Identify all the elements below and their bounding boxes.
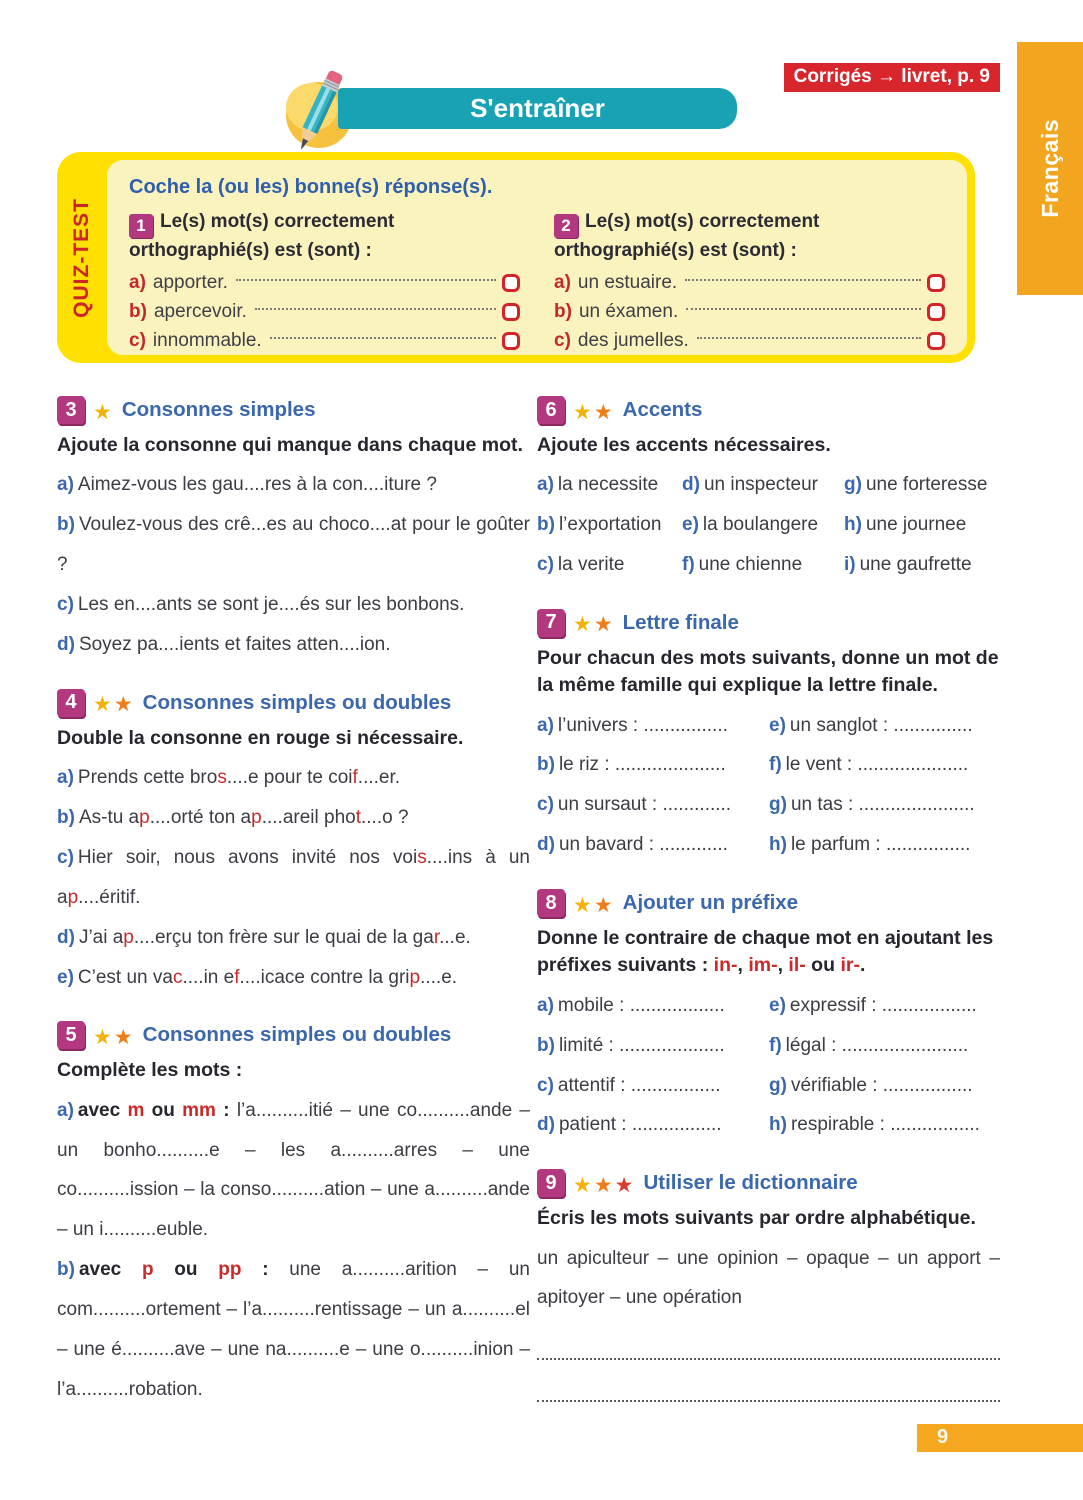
item-letter: f) <box>769 1034 782 1056</box>
exercise-item <box>844 545 1000 585</box>
exercise-item <box>682 545 844 585</box>
item-text: Hier soir, nous avons invité nos vois....ins à un ap....éritif. <box>57 846 530 908</box>
item-letter: d) <box>57 926 75 948</box>
item-text: la boulangere <box>702 514 819 536</box>
item-text: un inspecteur <box>703 474 819 496</box>
exercise-item <box>682 465 844 505</box>
exercise-3 <box>57 396 530 665</box>
exercise-item <box>537 785 769 825</box>
item-letter: b) <box>57 1259 75 1281</box>
item-text: le riz : ..................... <box>558 754 726 776</box>
exercise-number-badge: 4 <box>57 689 85 717</box>
difficulty-stars: ★★ <box>93 1025 135 1049</box>
page-number: 9 <box>937 1426 949 1448</box>
item-letter: b) <box>57 806 75 828</box>
answer-letter: c) <box>554 329 571 351</box>
answer-checkbox[interactable] <box>502 274 520 292</box>
exercise-item <box>769 986 1000 1026</box>
exercise-item <box>57 585 530 625</box>
answer-text: innommable. <box>152 329 262 351</box>
section-banner <box>338 88 737 129</box>
item-text: patient : ................. <box>558 1114 722 1136</box>
exercise-number-badge: 9 <box>537 1169 565 1197</box>
dotted-leader <box>270 337 496 339</box>
dotted-leader <box>255 308 496 310</box>
answer-checkbox[interactable] <box>502 303 520 321</box>
item-text: attentif : ................. <box>557 1074 721 1096</box>
item-letter: g) <box>769 794 787 816</box>
item-letter: b) <box>537 754 555 776</box>
quiz-answer-row <box>129 297 520 326</box>
page-number-bar <box>917 1424 1083 1452</box>
item-letter: b) <box>537 514 555 536</box>
exercise-instruction: Double la consonne en rouge si nécessaire. <box>57 726 464 749</box>
exercise-item <box>769 1105 1000 1145</box>
exercise-item <box>537 825 769 865</box>
item-letter: h) <box>769 834 787 856</box>
exercise-number-badge: 8 <box>537 889 565 917</box>
item-letter: b) <box>537 1034 555 1056</box>
exercise-item <box>769 1026 1000 1066</box>
quiz-prompt: 1 Le(s) mot(s) correctement orthographié(s) est (sont) : <box>129 211 395 262</box>
item-letter: d) <box>682 474 700 496</box>
exercise-item <box>57 1091 530 1251</box>
item-text: Prends cette bros....e pour te coif....er. <box>77 767 401 789</box>
answer-letter: b) <box>129 300 147 322</box>
exercise-item <box>769 825 1000 865</box>
item-letter: f) <box>769 754 782 776</box>
item-text: As-tu ap....orté ton ap....areil phot....o ? <box>78 806 409 828</box>
exercise-4 <box>57 689 530 998</box>
answer-writing-line[interactable] <box>537 1330 1000 1360</box>
item-text: une chienne <box>698 554 803 576</box>
exercise-instruction: Écris les mots suivants par ordre alphabétique. <box>537 1207 976 1230</box>
item-letter: a) <box>537 714 554 736</box>
item-letter: c) <box>57 846 74 868</box>
exercise-item <box>537 545 682 585</box>
answer-checkbox[interactable] <box>502 332 520 350</box>
item-text: légal : ........................ <box>785 1034 969 1056</box>
quiz-answer-row <box>554 297 945 326</box>
item-text: C’est un vac....in ef....icace contre la grip....e. <box>77 966 458 988</box>
item-text: une journee <box>865 514 967 536</box>
answer-letter: b) <box>554 300 572 322</box>
exercise-8 <box>537 889 1000 1145</box>
answer-text: apercevoir. <box>153 300 247 322</box>
quiz-question-2 <box>554 209 945 355</box>
exercise-item <box>57 758 530 798</box>
item-text: Les en....ants se sont je....és sur les bonbons. <box>77 593 465 615</box>
item-text: avec m ou mm : l’a..........itié – une co..........ande – un bonho..........e – les a..........arres – une co..........ission – la conso..........ation – une a..........ande – un i..........euble. <box>57 1099 530 1241</box>
dotted-leader <box>686 308 921 310</box>
exercise-item <box>57 625 530 665</box>
word-list: un apiculteur – une opinion – opaque – un apport – apitoyer – une opération <box>537 1247 1000 1309</box>
difficulty-stars: ★★ <box>573 400 615 424</box>
exercise-item <box>57 505 530 585</box>
difficulty-stars: ★ <box>93 400 114 424</box>
answer-text: un éxamen. <box>578 300 679 322</box>
quiz-test-box <box>57 152 975 363</box>
exercise-item <box>844 505 1000 545</box>
exercise-item <box>537 986 769 1026</box>
exercise-item <box>57 958 530 998</box>
item-text: avec p ou pp : une a..........arition – un com..........ortement – l’a..........rentissage – un a..........el – une é..........ave – une na..........e – une o..........inion – l’a..........robation. <box>57 1259 530 1400</box>
item-text: Soyez pa....ients et faites atten....ion. <box>78 633 391 655</box>
exercise-instruction: Complète les mots : <box>57 1059 243 1082</box>
answer-letter: a) <box>129 271 146 293</box>
quiz-answer-row <box>554 326 945 355</box>
answer-letter: c) <box>129 329 146 351</box>
exercise-item <box>844 465 1000 505</box>
exercise-7 <box>537 609 1000 865</box>
item-text: un sanglot : ............... <box>789 714 973 736</box>
item-letter: f) <box>682 554 695 576</box>
exercise-5 <box>57 1021 530 1409</box>
exercise-6 <box>537 396 1000 585</box>
answer-text: apporter. <box>152 271 228 293</box>
exercise-item <box>57 838 530 918</box>
item-letter: b) <box>57 514 75 536</box>
item-text: une forteresse <box>865 474 988 496</box>
item-letter: a) <box>57 1099 74 1121</box>
exercise-title: Utiliser le dictionnaire <box>643 1171 858 1195</box>
exercise-item <box>57 798 530 838</box>
exercise-number-badge: 5 <box>57 1021 85 1049</box>
exercise-instruction: Ajoute les accents nécessaires. <box>537 434 831 456</box>
exercise-number-badge: 7 <box>537 609 565 637</box>
exercise-item <box>769 785 1000 825</box>
exercise-item <box>537 706 769 746</box>
exercise-instruction: Pour chacun des mots suivants, donne un mot de la même famille qui explique la lettre finale. <box>537 646 999 697</box>
item-text: l’univers : ................ <box>557 714 728 736</box>
item-letter: c) <box>537 554 554 576</box>
item-letter: a) <box>537 994 554 1016</box>
item-text: un sursaut : ............. <box>557 794 732 816</box>
item-letter: d) <box>57 633 75 655</box>
dotted-leader <box>697 337 921 339</box>
quiz-test-label: QUIZ-TEST <box>70 197 93 318</box>
left-column <box>57 396 530 1434</box>
exercise-item <box>57 465 530 505</box>
quiz-answer-row <box>129 268 520 297</box>
item-text: la verite <box>557 554 625 576</box>
item-text: un tas : ...................... <box>790 794 975 816</box>
difficulty-stars: ★★ <box>93 693 135 717</box>
exercise-item <box>769 745 1000 785</box>
difficulty-stars: ★★ <box>573 613 615 637</box>
exercise-title: Lettre finale <box>622 610 739 634</box>
exercise-number-badge: 6 <box>537 396 565 424</box>
exercise-item <box>537 745 769 785</box>
item-text: Aimez-vous les gau....res à la con....iture ? <box>77 474 437 496</box>
quiz-answer-row <box>554 268 945 297</box>
exercise-item <box>537 1066 769 1106</box>
item-letter: e) <box>769 994 786 1016</box>
item-letter: e) <box>769 714 786 736</box>
banner-title: S'entraîner <box>470 93 605 123</box>
item-text: une gaufrette <box>859 554 972 576</box>
item-letter: c) <box>537 794 554 816</box>
exercise-item <box>57 918 530 958</box>
item-text: J’ai ap....erçu ton frère sur le quai de la gar...e. <box>78 926 471 948</box>
quiz-content <box>107 160 967 355</box>
answer-text: un estuaire. <box>577 271 678 293</box>
exercise-item <box>769 1066 1000 1106</box>
item-letter: h) <box>844 514 862 536</box>
item-letter: i) <box>844 554 856 576</box>
item-text: Voulez-vous des crê...es au choco....at pour le goûter ? <box>57 514 530 576</box>
exercise-item <box>57 1250 530 1410</box>
item-letter: c) <box>537 1074 554 1096</box>
item-letter: g) <box>769 1074 787 1096</box>
exercise-item <box>537 1026 769 1066</box>
item-letter: a) <box>57 474 74 496</box>
exercise-9 <box>537 1169 1000 1402</box>
exercise-number-badge: 3 <box>57 396 85 424</box>
item-text: limité : .................... <box>558 1034 725 1056</box>
item-letter: a) <box>57 767 74 789</box>
answers-ref-badge: Corrigés → livret, p. 9 <box>784 63 1000 92</box>
item-letter: g) <box>844 474 862 496</box>
quiz-answer-row <box>129 326 520 355</box>
exercise-item <box>537 1105 769 1145</box>
exercise-title: Consonnes simples ou doubles <box>142 1023 452 1047</box>
item-text: expressif : .................. <box>789 994 977 1016</box>
right-column <box>537 396 1000 1426</box>
item-letter: a) <box>537 474 554 496</box>
question-number-badge: 2 <box>554 214 578 238</box>
exercise-instruction: Ajoute la consonne qui manque dans chaque mot. <box>57 434 523 456</box>
difficulty-stars: ★★★ <box>573 1173 636 1197</box>
item-text: le parfum : ................ <box>790 834 971 856</box>
item-letter: e) <box>57 966 74 988</box>
answer-checkbox[interactable] <box>927 332 945 350</box>
exercise-title: Consonnes simples ou doubles <box>142 690 452 714</box>
quiz-heading: Coche la (ou les) bonne(s) réponse(s). <box>129 176 493 198</box>
exercise-title: Consonnes simples <box>121 398 316 421</box>
answer-checkbox[interactable] <box>927 303 945 321</box>
item-text: vérifiable : ................. <box>790 1074 973 1096</box>
item-text: l’exportation <box>558 514 662 536</box>
exercise-title: Accents <box>622 398 703 421</box>
exercise-item <box>537 505 682 545</box>
dotted-leader <box>236 279 496 281</box>
exercise-item <box>769 706 1000 746</box>
question-number-badge: 1 <box>129 214 153 238</box>
exercise-instruction: Donne le contraire de chaque mot en ajoutant les préfixes suivants : in-, im-, il- ou ir-. <box>537 927 994 977</box>
answer-letter: a) <box>554 271 571 293</box>
item-letter: c) <box>57 593 74 615</box>
answer-text: des jumelles. <box>577 329 689 351</box>
subject-tab <box>1017 42 1083 295</box>
item-text: respirable : ................. <box>790 1114 980 1136</box>
subject-tab-label: Français <box>1036 119 1063 218</box>
exercise-item <box>537 465 682 505</box>
answer-writing-line[interactable] <box>537 1372 1000 1402</box>
item-letter: h) <box>769 1114 787 1136</box>
item-letter: d) <box>537 1114 555 1136</box>
exercise-title: Ajouter un préfixe <box>622 891 799 915</box>
exercise-item <box>682 505 844 545</box>
difficulty-stars: ★★ <box>573 893 615 917</box>
item-text: la necessite <box>557 474 659 496</box>
item-letter: e) <box>682 514 699 536</box>
answer-checkbox[interactable] <box>927 274 945 292</box>
item-text: mobile : .................. <box>557 994 725 1016</box>
exercise-columns <box>57 396 1000 1434</box>
quiz-prompt: 2 Le(s) mot(s) correctement orthographié(s) est (sont) : <box>554 211 820 262</box>
dotted-leader <box>685 279 921 281</box>
item-text: un bavard : ............. <box>558 834 728 856</box>
quiz-test-sidebar <box>57 152 107 363</box>
item-text: le vent : ..................... <box>785 754 969 776</box>
item-letter: d) <box>537 834 555 856</box>
quiz-question-1 <box>129 209 520 355</box>
